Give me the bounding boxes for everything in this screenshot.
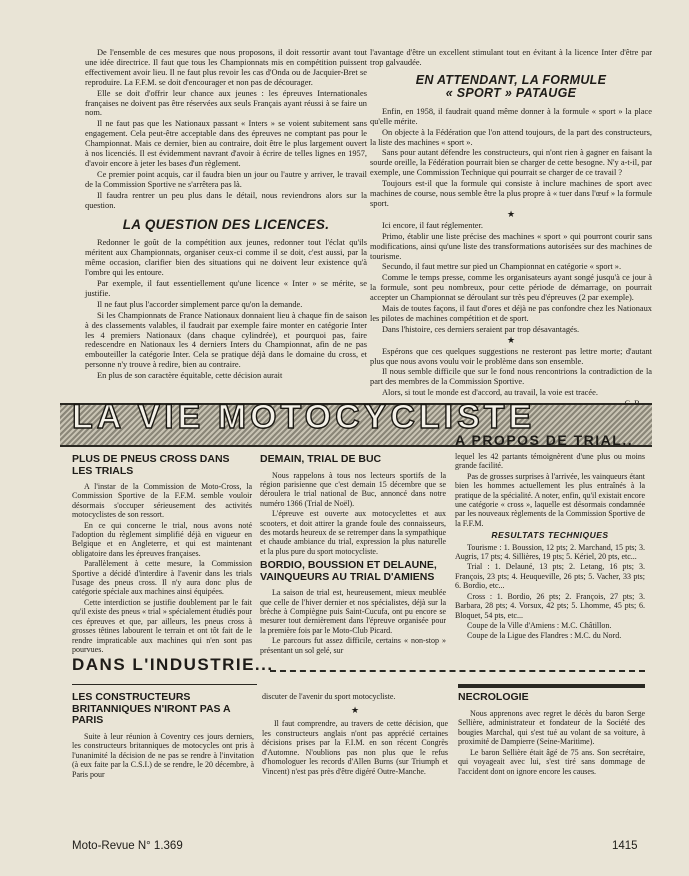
banner-title: LA VIE MOTOCYCLISTE xyxy=(72,398,536,436)
paragraph: Le parcours fut assez difficile, certains « non-stop » présentant un sol gelé, sur xyxy=(260,636,446,655)
paragraph: Le baron Sellière était âgé de 75 ans. Son secrétaire, qui voyageait avec lui, s'est tiré sans dommage de l'accident dont on ignore encore les causes. xyxy=(458,747,645,776)
paragraph: Parallèlement à cette mesure, la Commission Sportive a décidé d'interdire à l'avenir dans les trials l'usage des pneus cross. Il n'y aura donc plus de catégorie spéciale aux machines ainsi équipées. xyxy=(72,559,252,597)
paragraph: Mais de toutes façons, il faut d'ores et déjà ne pas confondre chez les Nationaux les pilotes de machines compétition et de sport. xyxy=(370,304,652,323)
paragraph: Ici encore, il faut réglementer. xyxy=(382,220,483,230)
article-col-top-right xyxy=(370,48,652,409)
paragraph: Il ne faut pas que les Nationaux passant « Inters » se voient subitement sans engagement. Cela peut-être acceptable dans des épreuves ne comptant pas pour le Championnat. Mais ce dernier, bien au contraire, doit être le plus largement ouvert à nos licenciés. Il est évidemment navrant d'avoir à écrire de telles lignes en 1957, d'avoir encore à jeter les bases d'un règlement. xyxy=(85,119,367,168)
paragraph: Si les Championnats de France Nationaux donnaient lieu à chaque fin de saison à des classements valables, il faudrait par exemple faire monter en catégorie Inter les 4 premiers Nationaux (dans chaque cylindrée), et pourquoi pas, faire redescendre en Nationaux les 4 derniers Inters du Championnat, afin de ne pas embouteiller la catégorie Inter. Cela se pratique déjà dans le domaine du cross, et personne n'y trouve à redire, bien au contraire. xyxy=(85,310,367,370)
result-line: Tourisme : 1. Boussion, 12 pts; 2. Marchand, 15 pts; 3. Augris, 17 pts; 4. Sillières, 19 pts; 5. Kériel, 20 pts, etc... xyxy=(455,542,645,562)
paragraph: l'avantage d'être un excellent stimulant tout en évitant à la licence Inter d'être par trop galvaudée. xyxy=(370,48,652,67)
star-separator: ★ xyxy=(506,208,516,219)
page-number: 1415 xyxy=(612,840,638,852)
article-heading: BORDIO, BOUSSION ET DELAUNE, VAINQUEURS AU TRIAL D'AMIENS xyxy=(260,559,437,583)
article-col-bottom-3 xyxy=(458,692,645,777)
paragraph: Nous rappelons à tous nos lecteurs sportifs de la région parisienne que c'est demain 15 décembre que se déroulera le trial national de Buc, annoncé dans notre numéro 1366 (Trial de Noël). xyxy=(260,470,446,508)
star-separator: ★ xyxy=(350,704,360,715)
star-separator: ★ xyxy=(506,334,516,345)
paragraph: En ce qui concerne le trial, nous avons noté l'adoption du règlement simplifié déjà en vigueur en Belgique et en Angleterre, et qui est maintenant obligatoire dans les épreuves françaises. xyxy=(72,520,252,558)
article-heading: LES CONSTRUCTEURS BRITANNIQUES N'IRONT PAS A PARIS xyxy=(72,691,231,726)
paragraph: Il faudra rentrer un peu plus dans le détail, nous reviendrons alors sur la question. xyxy=(85,190,367,210)
section-heading xyxy=(370,74,652,100)
paragraph: L'épreuve est ouverte aux motocyclettes et aux scooters, et doit attirer la grande foule des connaisseurs, des motards heureux de se retremper dans la sympathique et chaude ambiance du trial, expression la plus naturelle et la plus pure du sport motocycliste. xyxy=(260,509,446,556)
result-line: Trial : 1. Delauné, 13 pts; 2. Letang, 16 pts; 3. François, 23 pts; 4. Heuqueville, 26 pts; 5. Vacher, 33 pts; 6. Bordio, etc... xyxy=(455,562,645,591)
paragraph: Enfin, en 1958, il faudrait quand même donner à la formule « sport » la place qu'elle mérite. xyxy=(370,106,652,126)
paragraph: Alors, si tout le monde est d'accord, au travail, la voie est tracée. xyxy=(382,388,598,398)
paragraph: Il nous semble difficile que sur le fond nous rencontrions la contradiction de la part des membres de la Commission Sportive. xyxy=(370,367,652,387)
paragraph: Par exemple, il faut essentiellement qu'une licence « Inter » se mérite, se justifie. xyxy=(85,279,367,298)
paragraph: Redonner le goût de la compétition aux jeunes, redonner tout l'éclat qu'ils méritent aux Championnats, organiser ceux-ci comme il se doit, c'est aussi, par la même occasion, clarifier bien des situations qui ne doivent leur existence qu'à l'ombre qui les entoure. xyxy=(85,238,367,278)
article-col-bottom-1 xyxy=(72,692,254,780)
section-heading-line: EN ATTENDANT, LA FORMULE xyxy=(415,72,607,87)
paragraph: Ce premier point acquis, car il faudra bien un jour ou l'autre y arriver, le travail de la Commission Sportive ne s'arrêtera pas là. xyxy=(85,169,367,189)
paragraph: On objecte à la Fédération que l'on attend toujours, de la part des constructeurs, la liste des machines « sport ». xyxy=(370,127,652,147)
paragraph: Il faut comprendre, au travers de cette décision, que les constructeurs anglais n'ont pas apprécié certaines décisions prises par la F.I.M. en son récent Congrès d'Automne. N'oublions pas non plus que le refus d'homologuer les records d'Allen Burns (sur Triumph et Vincent) n'est pas près d'être digéré Outre-Manche. xyxy=(262,719,448,776)
paragraph: De l'ensemble de ces mesures que nous proposons, il doit ressortir avant tout une idée directrice. Il faut que tous les Championnats mis en compétition puissent effectivement avoir lieu. Il ne faut plus revoir les cas d'Onda ou de Jacquier-Bret se reproduire. La F.F.M. se doit d'encourager et non pas de décourager. xyxy=(85,48,367,87)
paragraph: Sans pour autant défendre les constructeurs, qui n'ont rien à gagner en faisant la sourde oreille, la Fédération pourrait bien se charger de cette besogne. N'y a-t-il, par exemple, une Commission Technique qui pourrait se charger de ce travail ? xyxy=(370,148,652,178)
section-heading: LA QUESTION DES LICENCES. xyxy=(122,216,330,232)
results-heading: RESULTATS TECHNIQUES xyxy=(491,530,609,541)
paragraph: A l'instar de la Commission de Moto-Cross, la Commission Sportive de la F.F.M. semble vouloir désormais s'occuper sérieusement des activités motocyclistes de son ressort. xyxy=(72,482,252,520)
result-line: Coupe de la Ville d'Amiens : M.C. Châtillon. xyxy=(467,620,612,630)
paragraph: Pas de grosses surprises à l'arrivée, les vainqueurs étant bien les hommes actuellement les plus entraînés à la pratique de la spécialité. A noter, enfin, qu'il existait encore une catégorie « cross », laquelle est désormais condamnée par les nouveaux règlements de la Commission Sportive de la F.F.M. xyxy=(455,471,645,528)
paragraph: discuter de l'avenir du sport motocycliste. xyxy=(262,692,396,701)
footer-issue: Moto-Revue N° 1.369 xyxy=(72,840,183,852)
banner-subtitle: A PROPOS DE TRIAL.. xyxy=(455,432,634,448)
article-heading: NECROLOGIE xyxy=(458,691,529,703)
paragraph: Secundo, il faut mettre sur pied un Championnat en catégorie « sport ». xyxy=(382,262,622,272)
paragraph: Suite à leur réunion à Coventry ces jours derniers, les constructeurs britanniques de motocycles ont pris à l'unanimité la décision de ne pas se rendre à l'invitation (à eux faite par la C.S.I.) de se rendre, le 20 décembre, à Paris pour xyxy=(72,731,254,779)
article-col-bottom-2 xyxy=(262,692,448,777)
paragraph: Nous apprenons avec regret le décès du baron Serge Sellière, administrateur et fondateur de la Société des bougies Marchal, qui s'est tué au volant de sa voiture, à proximité de Dampierre (Seine-Maritime). xyxy=(458,708,645,746)
article-col-mid-1 xyxy=(72,454,252,655)
article-col-top-left xyxy=(85,48,367,382)
article-col-mid-2 xyxy=(260,454,446,656)
paragraph: lequel les 42 partants témoignèrent d'une plus ou moins grande facilité. xyxy=(455,452,645,471)
paragraph: La saison de trial est, heureusement, mieux meublée que celle de l'hiver dernier et nos spécialistes, déjà sur la brèche à Compiègne puis Saint-Cucufa, ont pu encore se mesurer tout dernièrement dans l'épreuve organisée pour la première fois par le Moto-Club Picard. xyxy=(260,588,446,635)
section-divider xyxy=(270,670,645,672)
paragraph: Toujours est-il que la formule qui consiste à inclure machines de sport avec machines de course, nous semble être la plus propre à « tuer dans l'œuf » la formule sport. xyxy=(370,179,652,208)
paragraph: Cette interdiction se justifie doublement par le fait qu'il existe des pneus « trial » spécialement étudiés pour ces épreuves et que, par ailleurs, les pneus cross à grosses têtines labourent le terrain et ont tôt fait de le rendre impraticable aux machines qui n'en sont pas pourvues. xyxy=(72,597,252,654)
paragraph: Primo, établir une liste précise des machines « sport » qui pourront courir sans modifications, ainsi qu'une liste des transformations autorisées sur des machines de tourisme. xyxy=(370,231,652,261)
paragraph: Comme le temps presse, comme les organisateurs ayant songé jusqu'à ce jour à la formule, sont peu nombreux, pour cette période de démarrage, on pourrait accepter un Championnat se déroulant sur très peu d'épreuves (2 par exemple). xyxy=(370,273,652,303)
paragraph: Dans l'histoire, ces derniers seraient par trop désavantagés. xyxy=(382,324,580,334)
rule xyxy=(458,684,645,688)
article-heading: DEMAIN, TRIAL DE BUC xyxy=(260,453,382,465)
result-line: Cross : 1. Bordio, 26 pts; 2. François, 27 pts; 3. Barbara, 28 pts; 4. Vorsux, 42 pts; 5. Lhomme, 45 pts; 6. Bloquet, 54 pts, etc... xyxy=(455,591,645,620)
result-line: Coupe de la Ligue des Flandres : M.C. du Nord. xyxy=(467,631,622,641)
industry-title: DANS L'INDUSTRIE... xyxy=(72,655,274,674)
paragraph: Il ne faut plus l'accorder simplement parce qu'on la demande. xyxy=(97,299,303,309)
paragraph: Elle se doit d'offrir leur chance aux jeunes : les épreuves Internationales françaises ne doivent pas être réservées aux seuls Français ayant réussi à se faire un nom. xyxy=(85,88,367,118)
section-heading-line: « SPORT » PATAUGE xyxy=(445,85,577,100)
paragraph: Espérons que ces quelques suggestions ne resteront pas lettre morte; d'autant plus que nous avons voulu voir le problème dans son ensemble. xyxy=(370,346,652,366)
article-col-mid-3 xyxy=(455,452,645,642)
paragraph: En plus de son caractère équitable, cette décision aurait xyxy=(97,371,283,381)
article-heading: PLUS DE PNEUS CROSS DANS LES TRIALS xyxy=(72,453,230,477)
rule xyxy=(72,684,257,685)
